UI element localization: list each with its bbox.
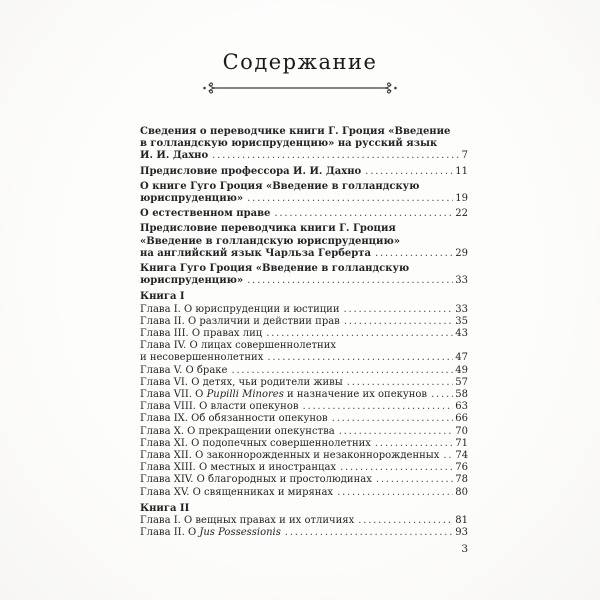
toc-page-number: 70 xyxy=(455,425,468,437)
toc-entry xyxy=(140,527,468,539)
scroll-rule-icon xyxy=(200,79,400,97)
dot-leader xyxy=(267,352,453,364)
toc-page-number: 43 xyxy=(455,328,468,340)
toc-line xyxy=(140,263,468,275)
dot-leader xyxy=(212,150,459,162)
toc-line xyxy=(140,248,468,260)
toc-entry xyxy=(140,515,468,527)
toc-line xyxy=(140,389,468,401)
toc-entry xyxy=(140,426,468,438)
toc-entry xyxy=(140,474,468,486)
dot-leader xyxy=(266,328,453,340)
toc-line xyxy=(140,474,468,486)
toc-line xyxy=(140,527,468,539)
toc-line xyxy=(140,166,468,178)
toc-entry xyxy=(140,450,468,462)
toc-entry-text: Глава X. О прекращении опекунства xyxy=(140,425,335,437)
toc-line xyxy=(140,150,468,162)
dot-leader xyxy=(247,193,453,205)
toc-page-number: 66 xyxy=(455,413,468,425)
toc-entry-text: О книге Гуго Гроция «Введение в голландскую xyxy=(140,180,420,192)
dot-leader xyxy=(231,365,453,377)
toc-entry-text: Глава I. О юриспруденции и юстиции xyxy=(140,303,340,315)
toc-line xyxy=(140,401,468,413)
toc-entry-text: И. И. Дахно xyxy=(140,150,209,162)
toc-entry-text: Глава XIV. О благородных и простолюдинах xyxy=(140,474,372,486)
toc-entry-text: Глава IX. Об обязанности опекунов xyxy=(140,413,328,425)
dot-leader xyxy=(358,515,453,527)
toc-page-number: 78 xyxy=(455,474,468,486)
page-title: Содержание xyxy=(222,50,378,74)
toc-entry-text: Глава XII. О законнорожденных и незаконнорожденных xyxy=(140,450,440,462)
toc-line xyxy=(140,126,468,138)
toc-page-number: 93 xyxy=(455,527,468,539)
toc-entry xyxy=(140,328,468,340)
toc-page-number: 33 xyxy=(455,275,468,287)
toc-entry xyxy=(140,181,468,205)
toc-entry-text: в голландскую юриспруденцию» на русский язык xyxy=(140,138,438,150)
toc-entry-text: Глава II. О различии и действии прав xyxy=(140,315,340,327)
dot-leader xyxy=(274,208,453,220)
toc-entry-text: юриспруденцию» xyxy=(140,193,244,205)
toc-entry-text: Книга Гуго Гроция «Введение в голландскую xyxy=(140,263,410,275)
toc-line xyxy=(140,291,468,303)
toc-entry-text: юриспруденцию» xyxy=(140,275,244,287)
toc-entry xyxy=(140,223,468,260)
toc-entry-text: Глава V. О браке xyxy=(140,364,228,376)
toc-entry-text: Сведения о переводчике книги Г. Гроция «Введение xyxy=(140,126,451,137)
toc-entry-text: Книга I xyxy=(140,291,185,303)
dot-leader xyxy=(375,438,453,450)
toc-line xyxy=(140,450,468,462)
toc-entry-text: Глава VI. О детях, чьи родители живы xyxy=(140,376,343,388)
toc-line xyxy=(140,193,468,205)
toc-entry-text: Глава I. О вещных правах и их отличиях xyxy=(140,515,355,527)
toc-entry xyxy=(140,438,468,450)
toc-line xyxy=(140,138,468,150)
toc-line xyxy=(140,208,468,220)
toc-entry xyxy=(140,316,468,328)
toc-entry-text: «Введение в голландскую юриспруденцию» xyxy=(140,235,400,247)
toc-entry-text: Глава III. О правах лиц xyxy=(140,328,263,340)
dot-leader xyxy=(344,316,453,328)
toc-entry xyxy=(140,389,468,401)
toc-entry-text: Книга II xyxy=(140,502,190,514)
toc-list xyxy=(140,126,468,540)
toc-line xyxy=(140,275,468,287)
toc-page-number: 29 xyxy=(455,247,468,259)
toc-line xyxy=(140,487,468,499)
toc-entry xyxy=(140,304,468,316)
dot-leader xyxy=(247,275,453,287)
toc-line xyxy=(140,340,468,352)
toc-page-number: 19 xyxy=(455,193,468,205)
toc-entry-text: на английский язык Чарльза Герберта xyxy=(140,247,371,259)
toc-page-number: 22 xyxy=(455,208,468,220)
dot-leader xyxy=(443,450,453,462)
dot-leader xyxy=(339,426,454,438)
toc-line xyxy=(140,413,468,425)
dot-leader xyxy=(332,413,454,425)
ornamental-divider xyxy=(0,79,600,97)
toc-line xyxy=(140,377,468,389)
toc-page-number: 49 xyxy=(455,364,468,376)
toc-page-number: 63 xyxy=(455,401,468,413)
toc-page-number: 76 xyxy=(455,462,468,474)
dot-leader xyxy=(365,166,453,178)
toc-entry xyxy=(140,208,468,220)
toc-entry-text: Глава VII. О Pupilli Minores и назначение их опекунов xyxy=(140,389,428,401)
toc-section-heading xyxy=(140,291,468,303)
toc-entry-text: Глава XIII. О местных и иностранцах xyxy=(140,462,337,474)
toc-entry-text: Предисловие профессора И. И. Дахно xyxy=(140,165,362,177)
dot-leader xyxy=(375,248,453,260)
toc-page-number: 7 xyxy=(461,150,468,162)
toc-entry-text: Предисловие переводчика книги Г. Гроция xyxy=(140,223,396,235)
dot-leader xyxy=(431,389,453,401)
toc-line xyxy=(140,236,468,248)
dot-leader xyxy=(337,487,453,499)
dot-leader xyxy=(344,304,454,316)
toc-entry xyxy=(140,166,468,178)
dot-leader xyxy=(285,527,453,539)
toc-page-number: 80 xyxy=(455,486,468,498)
toc-entry-text: Глава II. О Jus Possessionis xyxy=(140,527,281,539)
dot-leader xyxy=(303,401,454,413)
toc-page-number: 47 xyxy=(455,352,468,364)
toc-line xyxy=(140,462,468,474)
toc-page-number: 81 xyxy=(455,515,468,527)
toc-line xyxy=(140,365,468,377)
toc-section-heading xyxy=(140,503,468,515)
dot-leader xyxy=(376,474,453,486)
toc-entry xyxy=(140,263,468,287)
toc-line xyxy=(140,223,468,235)
toc-line xyxy=(140,503,468,515)
toc-entry xyxy=(140,377,468,389)
toc-page-number: 58 xyxy=(455,389,468,401)
toc-entry xyxy=(140,365,468,377)
toc-entry xyxy=(140,401,468,413)
toc-line xyxy=(140,316,468,328)
toc-line xyxy=(140,328,468,340)
toc-entry-text: О естественном праве xyxy=(140,208,271,220)
toc-entry xyxy=(140,413,468,425)
dot-leader xyxy=(340,462,453,474)
toc-page-number: 74 xyxy=(455,450,469,462)
toc-entry-text: Глава IV. О лицах совершеннолетних xyxy=(140,340,337,352)
toc-page-number: 57 xyxy=(455,376,468,388)
toc-entry xyxy=(140,487,468,499)
toc-entry-text: Глава XI. О подопечных совершеннолетних xyxy=(140,437,371,449)
toc-entry xyxy=(140,340,468,364)
toc-entry-text: и несовершеннолетних xyxy=(140,352,264,364)
toc-page-number: 71 xyxy=(455,437,468,449)
toc-line xyxy=(140,515,468,527)
toc-line xyxy=(140,438,468,450)
toc-line xyxy=(140,426,468,438)
toc-entry-text: Глава XV. О священниках и мирянах xyxy=(140,486,334,498)
toc-line xyxy=(140,181,468,193)
folio-page-number: 3 xyxy=(461,543,468,555)
toc-line xyxy=(140,352,468,364)
toc-page-number: 35 xyxy=(455,315,468,327)
toc-entry xyxy=(140,126,468,163)
toc-entry-text: Глава VIII. О власти опекунов xyxy=(140,401,299,413)
toc-page-number: 11 xyxy=(455,165,468,177)
toc-line xyxy=(140,304,468,316)
toc-page-number: 33 xyxy=(455,303,468,315)
toc-entry xyxy=(140,462,468,474)
dot-leader xyxy=(347,377,453,389)
